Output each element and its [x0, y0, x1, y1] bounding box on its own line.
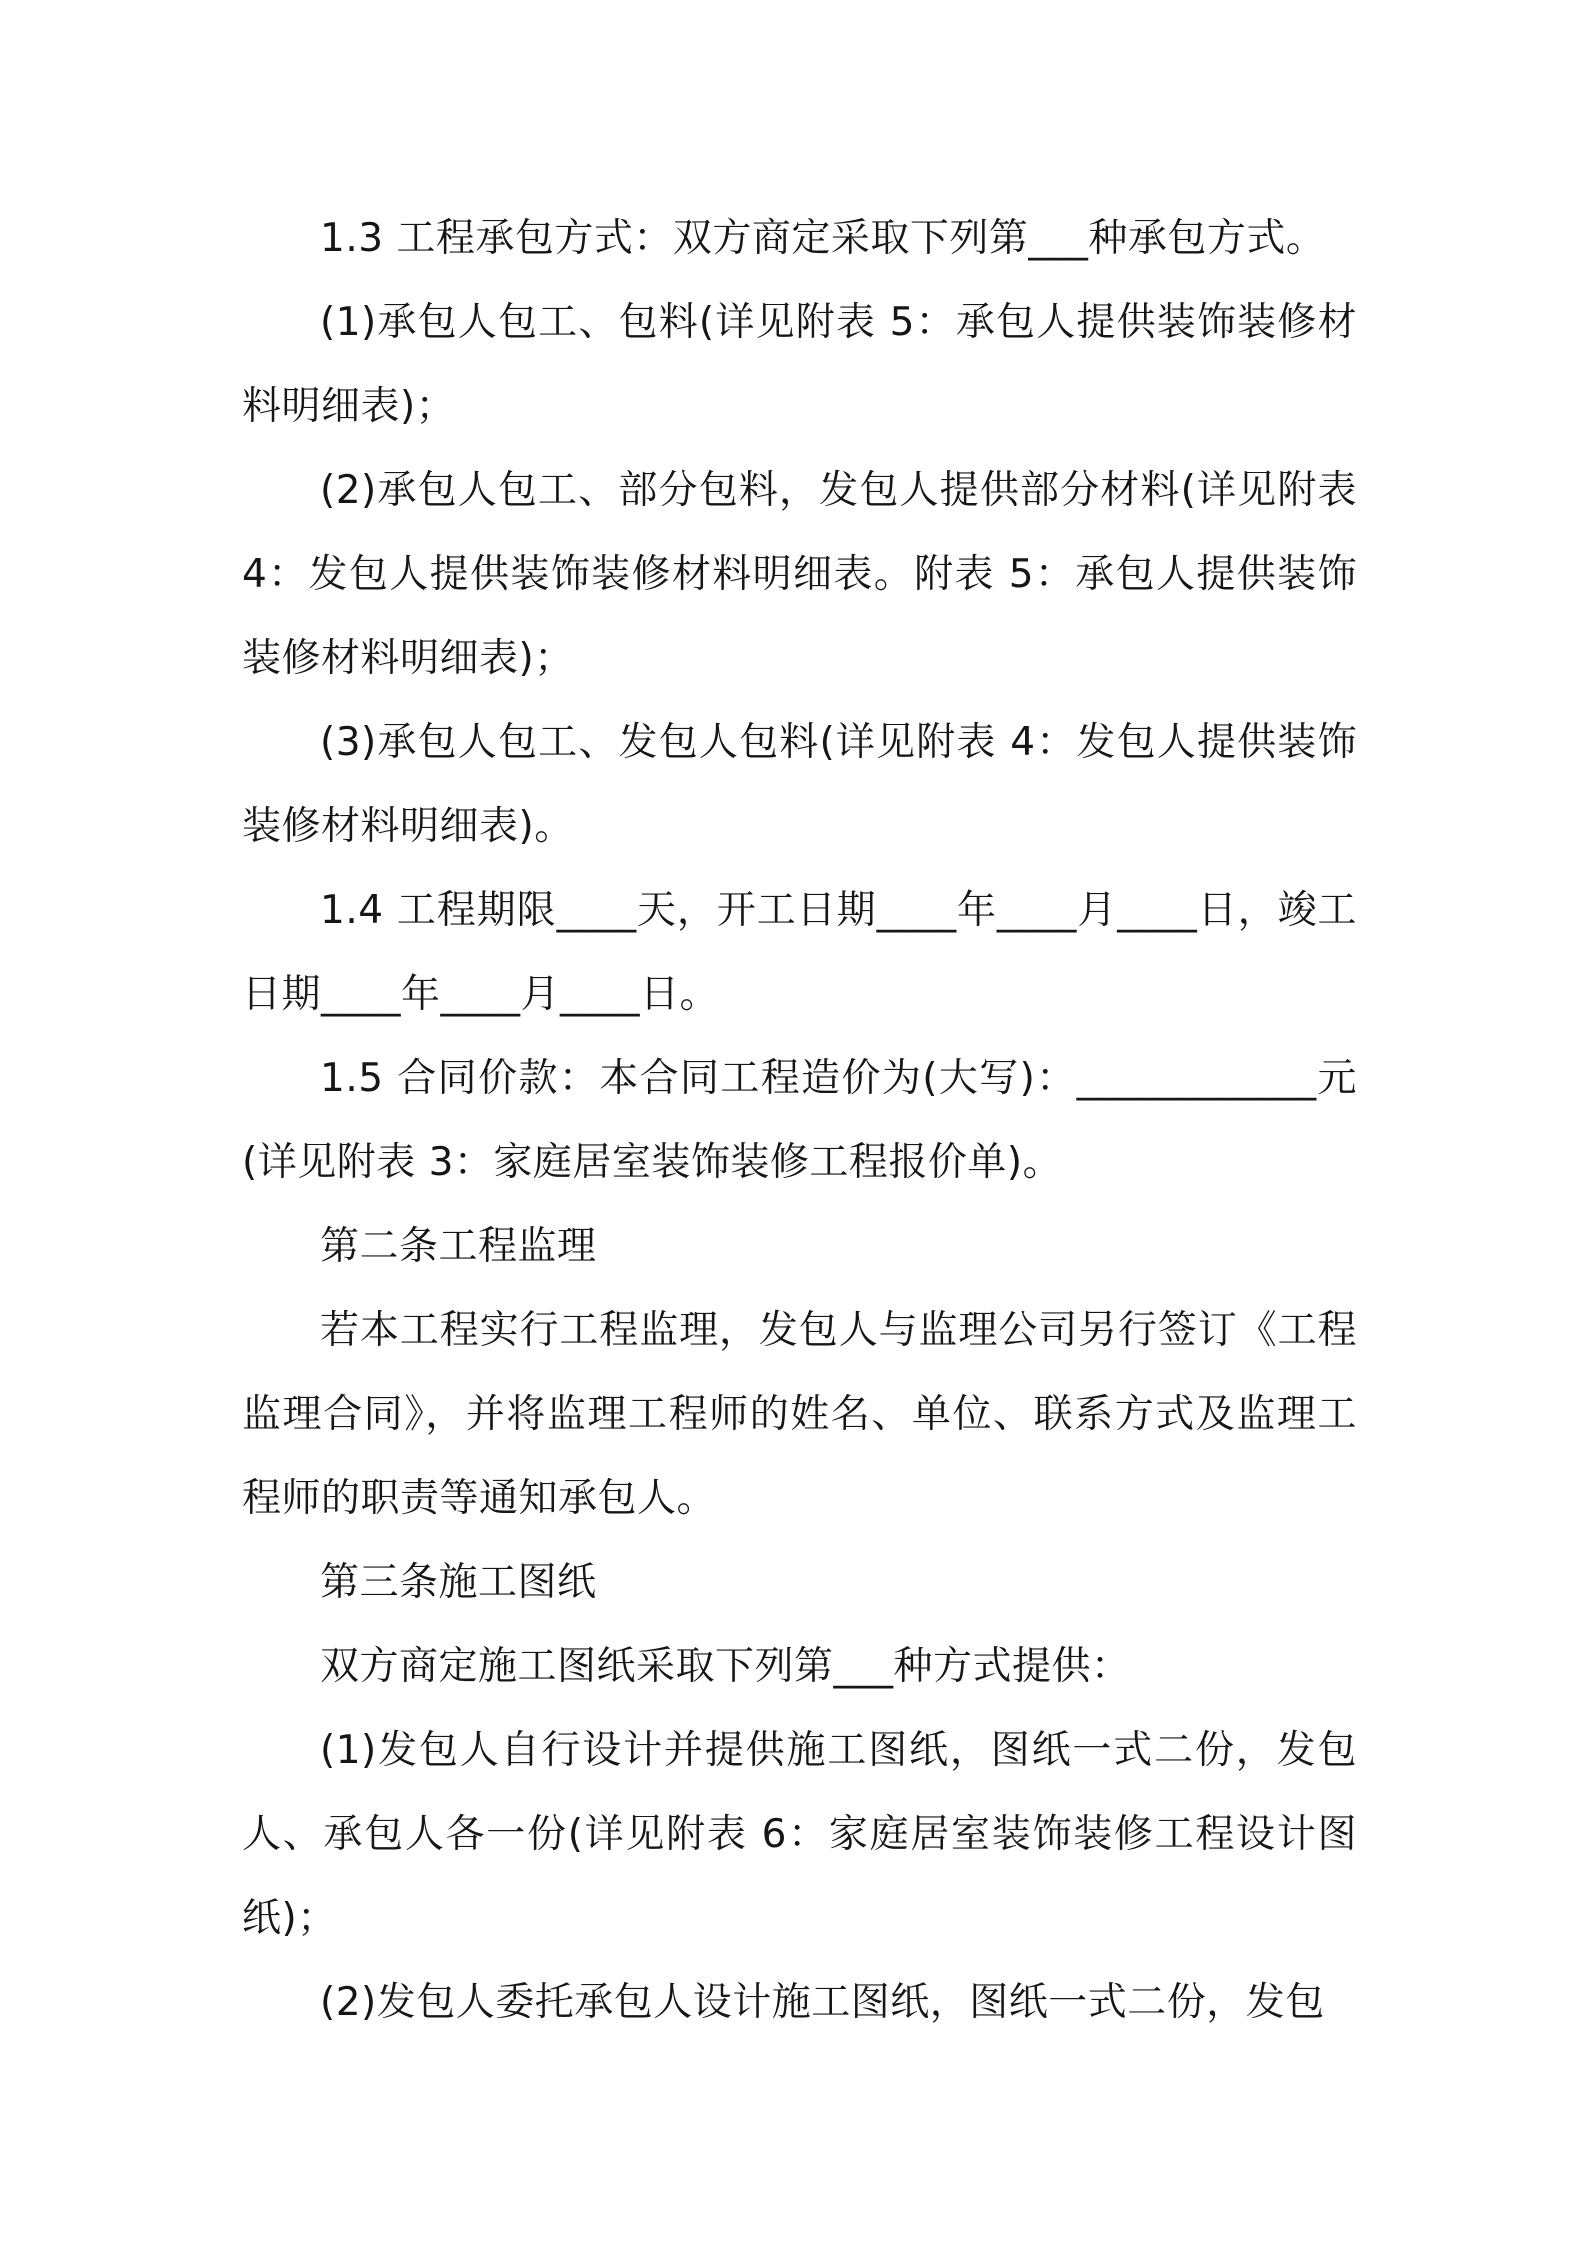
clause-1-4: 1.4 工程期限____天，开工日期____年____月____日，竣工日期____年____月____日。 — [242, 888, 1357, 1017]
article-3-intro: 双方商定施工图纸采取下列第___种方式提供： — [320, 1644, 1131, 1689]
article-3-option-1: (1)发包人自行设计并提供施工图纸，图纸一式二份，发包人、承包人各一份(详见附表 6：家庭居室装饰装修工程设计图纸)； — [242, 1728, 1357, 1941]
clause-1-3-option-3: (3)承包人包工、发包人包料(详见附表 4：发包人提供装饰装修材料明细表)。 — [242, 720, 1357, 849]
document-body — [242, 197, 1357, 2045]
clause-1-3-option-2: (2)承包人包工、部分包料，发包人提供部分材料(详见附表 4：发包人提供装饰装修材料明细表。附表 5：承包人提供装饰装修材料明细表)； — [242, 468, 1357, 681]
clause-1-3-option-1: (1)承包人包工、包料(详见附表 5：承包人提供装饰装修材料明细表)； — [242, 300, 1357, 429]
article-3-option-2: (2)发包人委托承包人设计施工图纸，图纸一式二份，发包 — [320, 1980, 1325, 2025]
clause-1-5: 1.5 合同价款：本合同工程造价为(大写)：____________元(详见附表 3：家庭居室装饰装修工程报价单)。 — [242, 1056, 1357, 1185]
clause-1-3: 1.3 工程承包方式：双方商定采取下列第___种承包方式。 — [320, 216, 1326, 261]
article-2-title: 第二条工程监理 — [320, 1224, 597, 1269]
article-2-body: 若本工程实行工程监理，发包人与监理公司另行签订《工程监理合同》，并将监理工程师的姓名、单位、联系方式及监理工程师的职责等通知承包人。 — [242, 1308, 1357, 1521]
article-3-title: 第三条施工图纸 — [320, 1560, 597, 1605]
